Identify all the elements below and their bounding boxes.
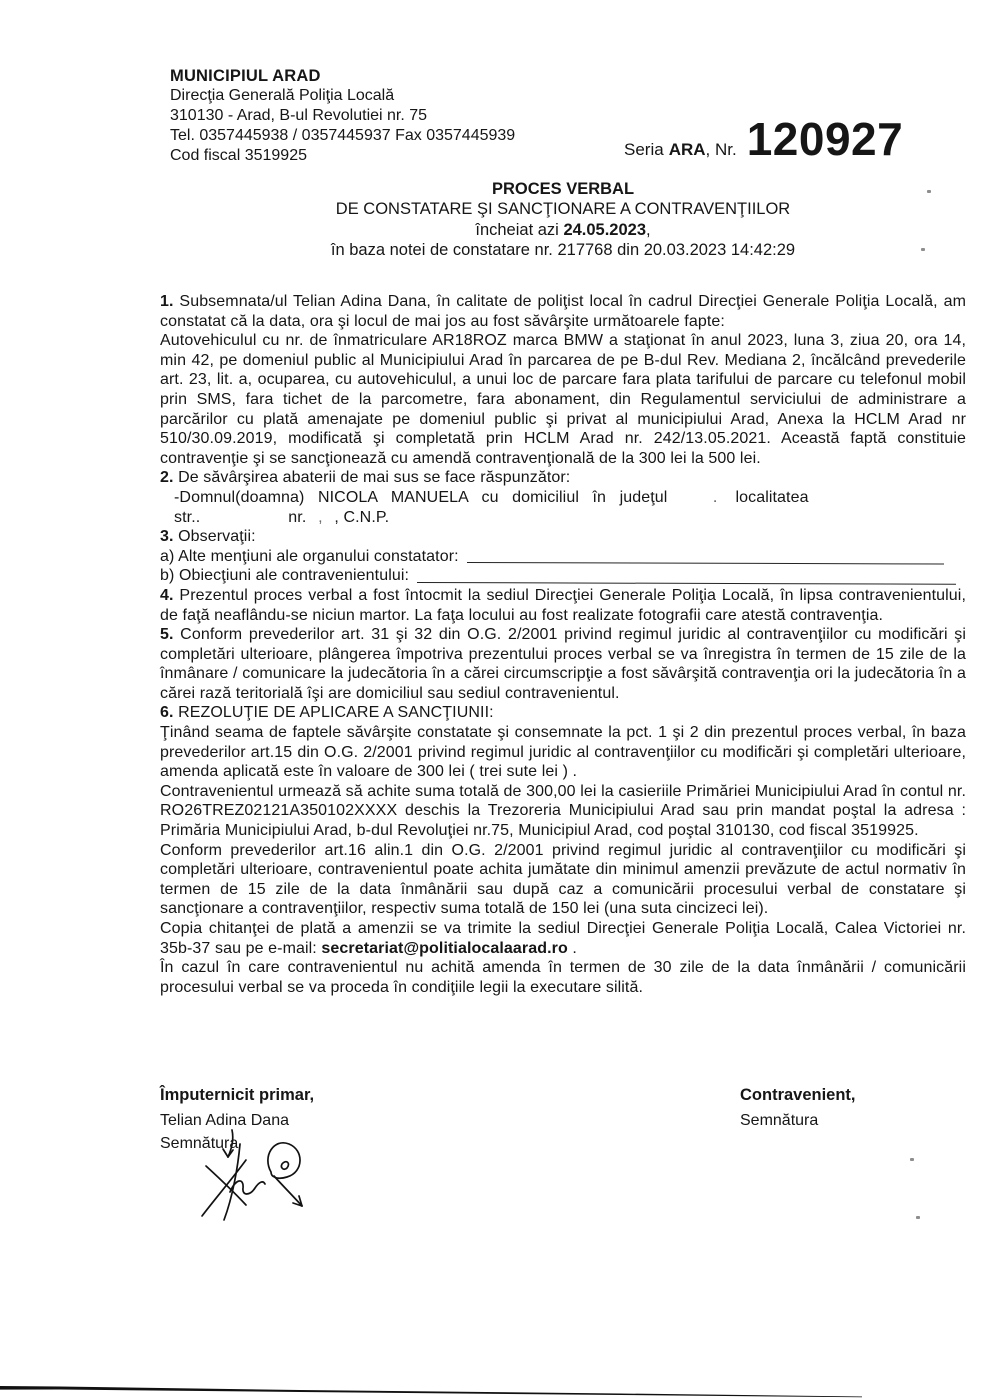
section-5: 5. Conform prevederilor art. 31 şi 32 din O.G. 2/2001 privind regimul juridic al contravenţiilor cu modificări şi completări ulterioare, plângerea împotriva prezentului proces verbal se va înregistra în termen de 15 zile de la înmânare / comunicare la judecătoria în a cărei circumscripţie a fost săvârşită contravenţia ori la judecătoria în a cărei rază teritorială îşi are domiciliul sau sediul contravenientul. bbox=[160, 626, 966, 702]
officer-signature-label: Semnătura bbox=[160, 1135, 239, 1152]
section-1: 1. Subsemnata/ul Telian Adina Dana, în calitate de poliţist local în cadrul Direcţiei Generale Poliţia Locală, am constatat că la data, ora şi locul de mai jos au fost săvârşite următoarele fapte: bbox=[160, 293, 966, 330]
offender-signature-label: Semnătura bbox=[740, 1112, 819, 1129]
blank-line bbox=[417, 582, 956, 585]
offender-role: Contravenient, bbox=[740, 1086, 856, 1104]
org-fiscal-code: Cod fiscal 3519925 bbox=[170, 147, 307, 164]
section-6: 6. REZOLUŢIE DE APLICARE A SANCŢIUNII: bbox=[160, 704, 494, 722]
series-value: ARA bbox=[668, 140, 706, 159]
scan-speck bbox=[927, 190, 931, 193]
scan-speck bbox=[916, 1216, 920, 1219]
offender-signature-column bbox=[740, 1086, 966, 1153]
section-6-payment: Contravenientul urmează să achite suma totală de 300,00 lei la casieriile Primăriei Municipiului Arad în contul nr. RO26TREZ02121A350102XXXX deschis la Trezoreria Municipiului Arad sau prin mandat poştal la adresa : Primăria Municipiului Arad, b-dul Revoluţiei nr.75, Municipiul Arad, cod poştal 310130, cod fiscal 3519925. bbox=[160, 782, 966, 840]
observations-b: b) Obiecţiuni ale contravenientului: bbox=[160, 566, 966, 586]
number-label: , Nr. bbox=[705, 140, 737, 159]
title-block bbox=[160, 179, 966, 261]
judet-blank: . bbox=[712, 488, 718, 506]
section-6-enforcement: În cazul în care contravenientul nu achită amenda în termen de 30 zile de la data înmânării / comunicării procesului verbal se va proceda în condiţiile legii la executare silită. bbox=[160, 959, 966, 996]
address-line: str.. nr. , , C.N.P. bbox=[174, 508, 390, 526]
section-6-resolution: Ţinând seama de faptele săvârşite constatate şi consemnate la pct. 1 şi 2 din prezentul proces verbal, în baza prevederilor art.15 din O.G. 2/2001 privind regimul juridic al contravenţiilor cu modificări şi completări ulterioare, amenda aplicată este în valoare de 300 lei ( trei sute lei ) . bbox=[160, 724, 966, 781]
scan-speck bbox=[921, 248, 925, 251]
section-2: 2. De săvârşirea abaterii de mai sus se face răspunzător: bbox=[160, 469, 571, 487]
document-subtitle: DE CONSTATARE ŞI SANCŢIONARE A CONTRAVENŢIILOR bbox=[335, 200, 791, 219]
scan-speck bbox=[910, 1158, 914, 1161]
offender-line: -Domnul(doamna) NICOLA MANUELA cu domiciliul în judeţul . localitatea bbox=[174, 488, 809, 506]
section-6-receipt: Copia chitanţei de plată a amenzii se va trimite la sediul Direcţiei Generale Poliţia Locală, Calea Victoriei nr. 35b-37 sau pe e-mail: secretariat@politialocalaarad.ro . bbox=[160, 920, 966, 957]
section-3: 3. Observaţii: bbox=[160, 528, 256, 546]
document-body bbox=[160, 292, 966, 997]
basis-note-line: în baza notei de constatare nr. 217768 din 20.03.2023 14:42:29 bbox=[330, 241, 796, 260]
officer-name: Telian Adina Dana bbox=[160, 1112, 289, 1129]
number-blank: , bbox=[318, 508, 323, 526]
section-4: 4. Prezentul proces verbal a fost întocmit la sediul Direcţiei Generale Poliţia Locală, în lipsa contravenientului, de faţă neaflându-se niciun martor. La faţa locului au fost realizate fotografii care atestă contravenţia. bbox=[160, 586, 966, 624]
section-1-facts: Autovehiculul cu nr. de înmatriculare AR18ROZ marca BMW a staţionat în anul 2023, luna 3, ziua 20, ora 14, min 42, pe domeniul public al Municipiului Arad în parcarea de pe B-dul Rev. Mediana 2, încălcând prevederile art. 23, lit. a, ocuparea, cu autovehiculul, a unui loc de parcare fara plata tarifului de parcare cu telefonul mobil prin SMS, fara tichet de la parcometre, fara abonament, din Regulamentul serviciului de administrare a parcărilor cu plată amenajate pe domeniul public şi privat al municipiului Arad, Anexa la HCLM Arad nr 510/30.09.2019, modificată şi completată prin HCLM Arad nr. 242/13.05.2021. Această faptă constituie contravenţie şi se sancţionează cu amendă contravenţională de la 300 lei la 500 lei. bbox=[160, 332, 966, 467]
org-department: Direcţia Generală Poliţia Locală bbox=[170, 87, 395, 104]
series-label: Seria bbox=[624, 140, 664, 159]
series-block bbox=[624, 112, 903, 166]
document-date-line: încheiat azi 24.05.2023, bbox=[475, 220, 651, 239]
blank-line bbox=[467, 562, 944, 564]
scan-artifact-bar bbox=[0, 1381, 990, 1400]
section-6-halfpay: Conform prevederilor art.16 alin.1 din O.G. 2/2001 privind regimul juridic al contravenţiilor cu modificări şi completări ulterioare, contravenientul poate achita jumătate din minimul amenzii prevăzute de actul normativ în termen de 15 zile de la data înmânării sau după caz a comunicării procesului verbal de constatare şi sancţionare a contravenţiilor, respectiv suma totală de 150 lei (una suta cincizeci lei). bbox=[160, 841, 966, 918]
document-title: PROCES VERBAL bbox=[491, 180, 635, 198]
org-name: MUNICIPIUL ARAD bbox=[170, 67, 321, 85]
org-address: 310130 - Arad, B-ul Revolutiei nr. 75 bbox=[170, 107, 428, 124]
email-address: secretariat@politialocalaarad.ro bbox=[321, 939, 568, 957]
document-date: 24.05.2023 bbox=[563, 220, 647, 239]
handwritten-signature bbox=[186, 1126, 322, 1228]
officer-role: Împuternicit primar, bbox=[160, 1086, 315, 1104]
letterhead bbox=[170, 66, 515, 166]
org-phone: Tel. 0357445938 / 0357445937 Fax 0357445939 bbox=[170, 127, 516, 144]
observations-a: a) Alte menţiuni ale organului constatator: bbox=[160, 547, 966, 567]
document-number: 120927 bbox=[746, 113, 904, 165]
